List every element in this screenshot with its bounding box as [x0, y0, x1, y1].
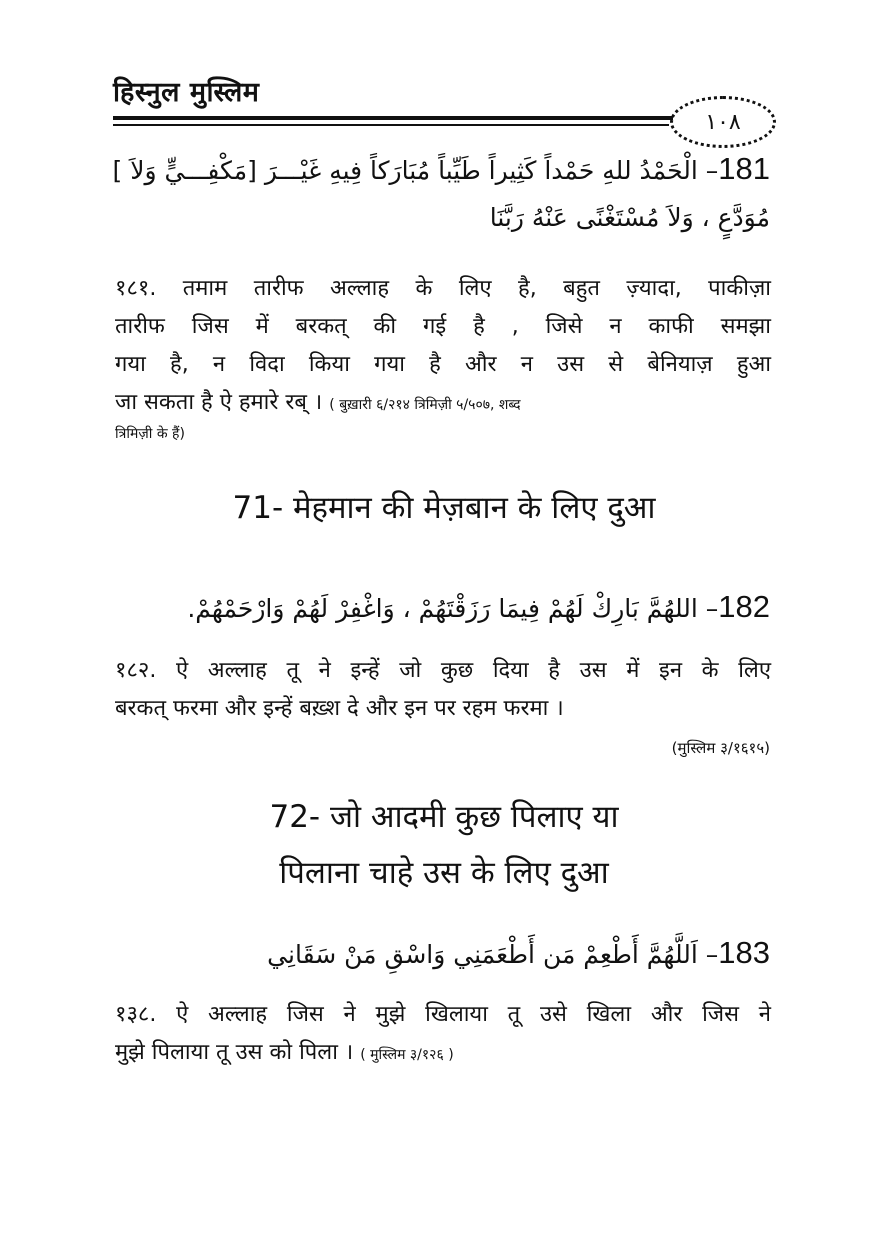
- section-72-heading-line2: पिलाना चाहे उस के लिए दुआ: [279, 855, 609, 891]
- translation-line: १८२. ऐ अल्लाह तू ने इन्हें जो कुछ दिया है उस में इन के लिए: [115, 658, 771, 683]
- translation-line: १३८. ऐ अल्लाह जिस ने मुझे खिलाया तू उसे खिला और जिस ने: [115, 1002, 771, 1027]
- dua-181-translation: [115, 270, 771, 444]
- translation-line: जा सकता है ऐ हमारे रब् ।: [115, 390, 323, 415]
- dua-183-arabic-text: اَللَّهُمَّ أَطْعِمْ مَن أَطْعَمَنِي وَاسْقِ مَنْ سَقَانِي: [267, 940, 698, 969]
- dua-182-arabic: 182– اللهُمَّ بَارِكْ لَهُمْ فِيمَا رَزَقْتَهُمْ ، وَاغْفِرْ لَهُمْ وَارْحَمْهُمْ.: [187, 589, 770, 624]
- dua-181-reference: ( बुख़ारी ६/२१४ त्रिमिज़ी ५/५०७, शब्द: [329, 397, 521, 413]
- dua-183-number: 183: [718, 935, 770, 970]
- dua-182-reference: (मुस्लिम ३/१६१५): [671, 739, 770, 757]
- dua-183-translation: [115, 996, 771, 1074]
- book-title: हिस्नुल मुस्लिम: [113, 77, 260, 108]
- translation-line: बरकत् फरमा और इन्हें बख़्श दे और इन पर रहम फरमा ।: [115, 696, 564, 721]
- translation-line: तारीफ जिस में बरकत् की गई है , जिसे न काफी समझा: [115, 314, 771, 339]
- dua-183-arabic: 183– اَللَّهُمَّ أَطْعِمْ مَن أَطْعَمَنِي وَاسْقِ مَنْ سَقَانِي: [267, 935, 770, 970]
- dua-182-number: 182: [718, 589, 770, 624]
- translation-line: गया है, न विदा किया गया है और न उस से बेनियाज़ हुआ: [115, 352, 771, 377]
- page-number: ١٠٨: [705, 109, 741, 135]
- translation-line: मुझे पिलाया तू उस को पिला ।: [115, 1040, 354, 1065]
- header-rule-thick: [113, 116, 673, 120]
- translation-line: १८१. तमाम तारीफ अल्लाह के लिए है, बहुत ज़्यादा, पाकीज़ा: [115, 276, 771, 301]
- dua-181-arabic-line2: مُوَدَّعٍ ، وَلاَ مُسْتَغْنًى عَنْهُ رَبَّنَا: [489, 203, 770, 232]
- header-rule-thin: [113, 124, 669, 126]
- dua-183-reference: ( मुस्लिम ३/१२६ ): [360, 1047, 454, 1063]
- section-71-heading: 71- मेहमान की मेज़बान के लिए दुआ: [232, 490, 656, 526]
- dua-182-translation: [115, 652, 771, 728]
- page-number-badge: [670, 96, 776, 148]
- dua-181-number: 181: [718, 151, 770, 186]
- section-72-heading-line1: 72- जो आदमी कुछ पिलाए या: [269, 799, 619, 835]
- dua-181-arabic-line1: 181– الْحَمْدُ للهِ حَمْداً كَثِيراً طَيِّباً مُبَارَكاً فِيهِ غَيْـــرَ [مَكْفِـــيٍّ وَلاَ ]: [112, 151, 770, 186]
- dua-181-arabic-text1: الْحَمْدُ للهِ حَمْداً كَثِيراً طَيِّباً مُبَارَكاً فِيهِ غَيْـــرَ [مَكْفِـــيٍّ وَلاَ ]: [112, 156, 698, 185]
- dua-181-reference-end: त्रिमिज़ी के हैं): [115, 426, 185, 442]
- dua-182-arabic-text: اللهُمَّ بَارِكْ لَهُمْ فِيمَا رَزَقْتَهُمْ ، وَاغْفِرْ لَهُمْ وَارْحَمْهُمْ.: [187, 594, 698, 623]
